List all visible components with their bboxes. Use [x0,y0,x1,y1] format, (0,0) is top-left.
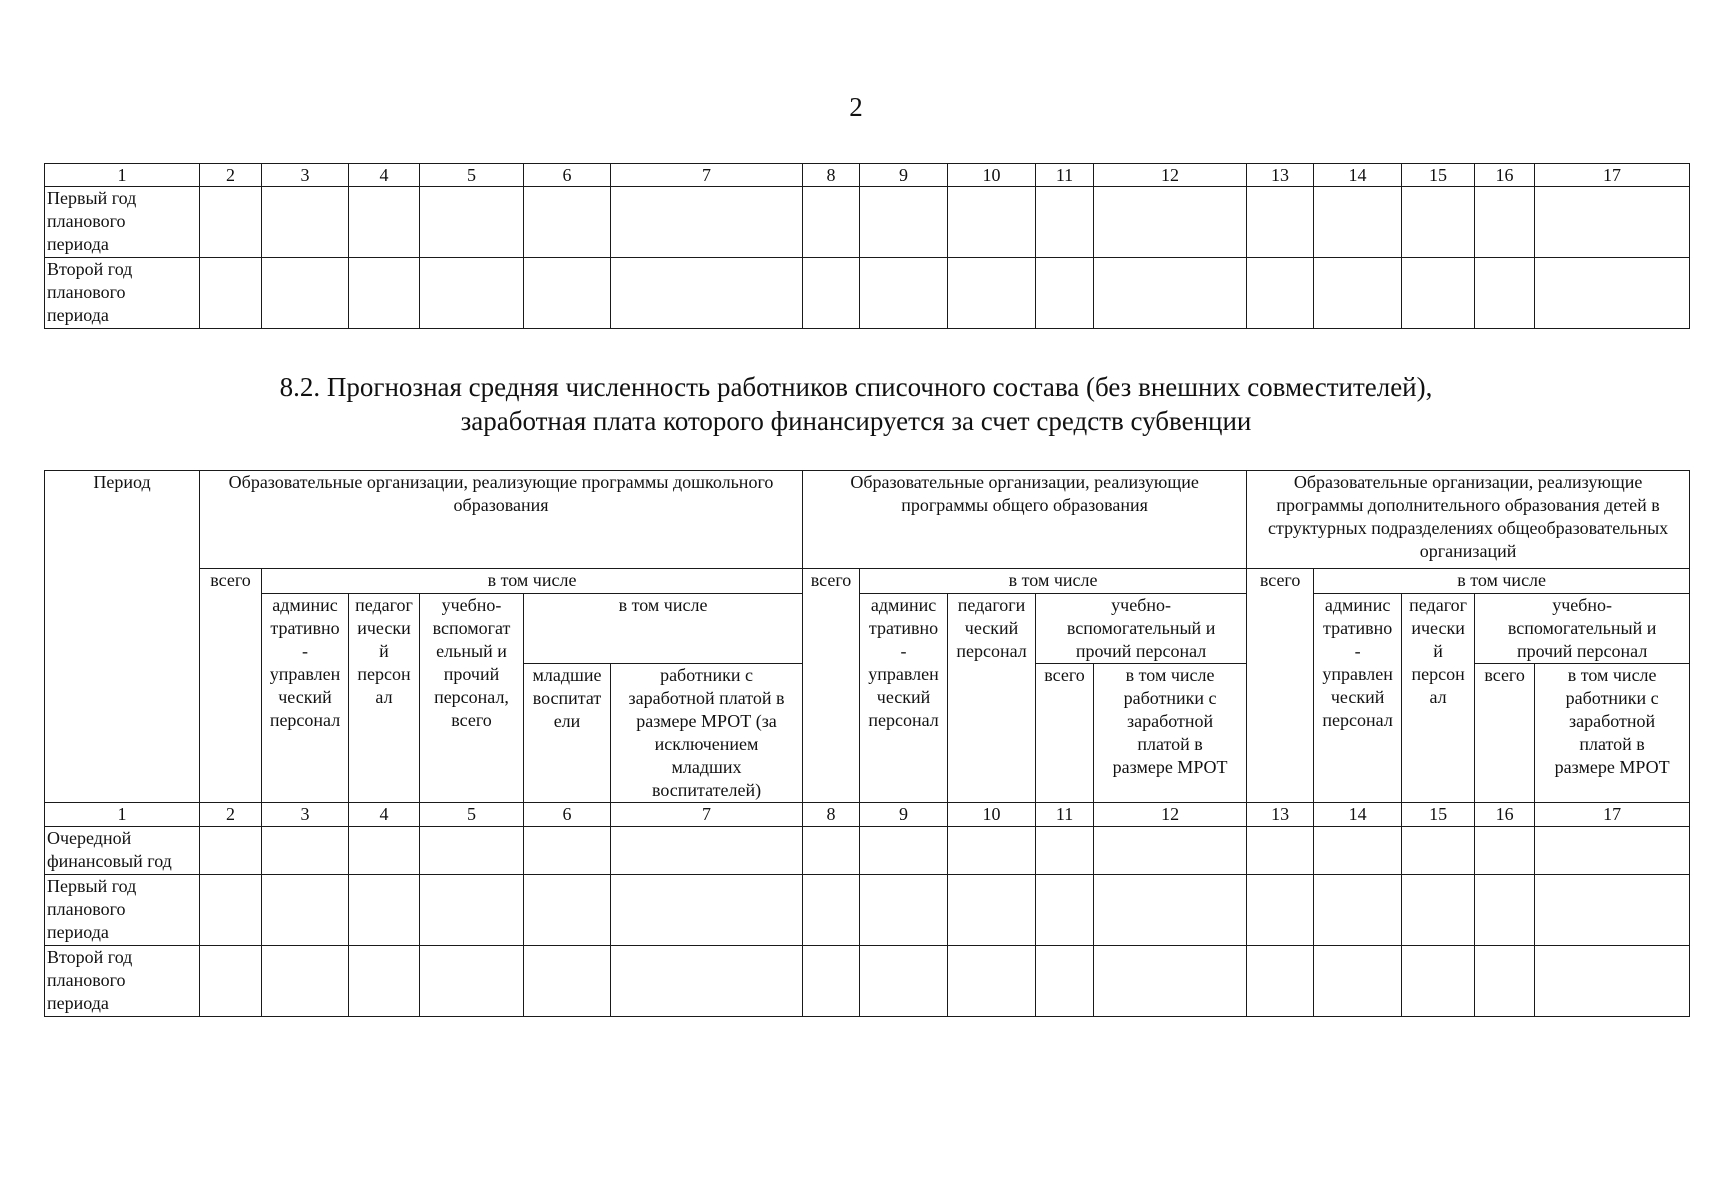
section-title-line-2: заработная плата которого финансируется за счет средств субвенции [460,406,1252,436]
data-cell[interactable] [1036,187,1094,258]
data-cell[interactable] [803,946,860,1017]
row-label: Второй год планового периода [45,946,200,1017]
column-number: 8 [803,803,860,827]
preschool-ped-header: педагог ически й персон ал [349,594,420,803]
general-support-total-header: всего [1036,664,1094,803]
data-cell[interactable] [1036,946,1094,1017]
data-cell[interactable] [1475,946,1535,1017]
staff-forecast-table [44,470,1690,1017]
data-cell[interactable] [1475,187,1535,258]
column-number: 11 [1036,803,1094,827]
general-admin-header: админис тративно - управлен ческий персонал [860,594,948,803]
data-cell[interactable] [1402,187,1475,258]
data-cell[interactable] [860,187,948,258]
data-cell[interactable] [1036,258,1094,329]
column-number: 17 [1535,164,1690,187]
column-number-row [45,164,1690,187]
column-number: 6 [524,164,611,187]
column-number: 9 [860,164,948,187]
data-cell[interactable] [1094,827,1247,875]
data-cell[interactable] [524,187,611,258]
data-cell[interactable] [262,187,349,258]
row-label: Первый год планового периода [45,875,200,946]
additional-ped-header: педагог ически й персон ал [1402,594,1475,803]
section-title [0,370,1712,438]
data-cell[interactable] [1402,827,1475,875]
section-title-line-1: 8.2. Прогнозная средняя численность работников списочного состава (без внешних совместителей), [279,372,1433,402]
column-number: 16 [1475,803,1535,827]
column-number: 10 [948,164,1036,187]
column-number: 2 [200,803,262,827]
data-cell[interactable] [262,258,349,329]
table-row [45,875,1690,946]
data-cell[interactable] [1094,258,1247,329]
data-cell[interactable] [1314,258,1402,329]
data-cell[interactable] [262,827,349,875]
general-group-header: Образовательные организации, реализующие программы общего образования [803,471,1247,569]
data-cell[interactable] [1247,258,1314,329]
data-cell[interactable] [1314,875,1402,946]
data-cell[interactable] [803,875,860,946]
data-cell[interactable] [349,258,420,329]
period-header: Период [45,471,200,803]
data-cell[interactable] [803,187,860,258]
data-cell[interactable] [860,946,948,1017]
preschool-group-header: Образовательные организации, реализующие программы дошкольного образования [200,471,803,569]
data-cell[interactable] [524,946,611,1017]
continuation-table [44,163,1690,329]
page-number: 2 [849,92,863,122]
data-cell[interactable] [1402,946,1475,1017]
column-number: 4 [349,164,420,187]
column-number: 12 [1094,803,1247,827]
data-cell[interactable] [1535,827,1690,875]
data-cell[interactable] [1402,258,1475,329]
data-cell[interactable] [349,827,420,875]
data-cell[interactable] [1247,946,1314,1017]
column-number: 7 [611,164,803,187]
junior-educators-header: младшие воспитат ели [524,664,611,803]
data-cell[interactable] [948,827,1036,875]
table-row [45,827,1690,875]
column-number: 11 [1036,164,1094,187]
column-number: 7 [611,803,803,827]
table-row [45,946,1690,1017]
data-cell[interactable] [860,258,948,329]
data-cell[interactable] [200,258,262,329]
data-cell[interactable] [420,827,524,875]
data-cell[interactable] [611,258,803,329]
data-cell[interactable] [349,875,420,946]
data-cell[interactable] [1094,187,1247,258]
data-cell[interactable] [524,875,611,946]
data-cell[interactable] [420,187,524,258]
data-cell[interactable] [1314,827,1402,875]
data-cell[interactable] [948,258,1036,329]
data-cell[interactable] [1475,827,1535,875]
additional-support-total-header: всего [1475,664,1535,803]
data-cell[interactable] [1475,258,1535,329]
data-cell[interactable] [611,875,803,946]
column-number: 5 [420,803,524,827]
column-number: 16 [1475,164,1535,187]
data-cell[interactable] [611,827,803,875]
data-cell[interactable] [803,827,860,875]
data-cell[interactable] [948,875,1036,946]
preschool-total-header: всего [200,569,262,803]
data-cell[interactable] [524,258,611,329]
general-total-header: всего [803,569,860,803]
data-cell[interactable] [262,946,349,1017]
table-row [45,187,1690,258]
column-number: 5 [420,164,524,187]
column-number: 15 [1402,803,1475,827]
data-cell[interactable] [1036,827,1094,875]
data-cell[interactable] [524,827,611,875]
column-number-row [45,803,1690,827]
column-number: 15 [1402,164,1475,187]
general-ped-header: педагоги ческий персонал [948,594,1036,803]
column-number: 9 [860,803,948,827]
data-cell[interactable] [1535,258,1690,329]
data-cell[interactable] [1247,827,1314,875]
column-number: 10 [948,803,1036,827]
data-cell[interactable] [1247,875,1314,946]
data-cell[interactable] [1535,187,1690,258]
column-number: 3 [262,164,349,187]
row-label: Очередной финансовый год [45,827,200,875]
data-cell[interactable] [1402,875,1475,946]
column-number: 4 [349,803,420,827]
data-cell[interactable] [200,946,262,1017]
data-cell[interactable] [1535,875,1690,946]
additional-including-header: в том числе [1314,569,1690,594]
column-number: 13 [1247,803,1314,827]
data-cell[interactable] [1475,875,1535,946]
row-label: Второй год планового периода [45,258,200,329]
column-number: 12 [1094,164,1247,187]
data-cell[interactable] [803,258,860,329]
data-cell[interactable] [1535,946,1690,1017]
row-label: Первый год планового периода [45,187,200,258]
table-row [45,258,1690,329]
data-cell[interactable] [1094,946,1247,1017]
additional-support-header: учебно- вспомогательный и прочий персонал [1475,594,1690,664]
general-support-header: учебно- вспомогательный и прочий персонал [1036,594,1247,664]
data-cell[interactable] [1247,187,1314,258]
column-number: 13 [1247,164,1314,187]
data-cell[interactable] [948,946,1036,1017]
additional-admin-header: админис тративно - управлен ческий персонал [1314,594,1402,803]
general-including-header: в том числе [860,569,1247,594]
data-cell[interactable] [611,187,803,258]
column-number: 2 [200,164,262,187]
data-cell[interactable] [349,946,420,1017]
data-cell[interactable] [200,875,262,946]
preschool-support-header: учебно- вспомогат ельный и прочий персонал, всего [420,594,524,803]
column-number: 14 [1314,803,1402,827]
column-number: 3 [262,803,349,827]
additional-mrot-header: в том числе работники с заработной платой в размере МРОТ [1535,664,1690,803]
data-cell[interactable] [349,187,420,258]
data-cell[interactable] [1036,875,1094,946]
data-cell[interactable] [420,946,524,1017]
general-mrot-header: в том числе работники с заработной платой в размере МРОТ [1094,664,1247,803]
data-cell[interactable] [611,946,803,1017]
column-number: 6 [524,803,611,827]
data-cell[interactable] [1314,946,1402,1017]
data-cell[interactable] [200,827,262,875]
additional-total-header: всего [1247,569,1314,803]
data-cell[interactable] [420,258,524,329]
preschool-including-header: в том числе [262,569,803,594]
data-cell[interactable] [420,875,524,946]
mrot-excl-header: работники с заработной платой в размере МРОТ (за исключением младших воспитателей) [611,664,803,803]
column-number: 1 [45,164,200,187]
additional-group-header: Образовательные организации, реализующие программы дополнительного образования детей в структурных подразделениях общеобразовательных организаций [1247,471,1690,569]
column-number: 17 [1535,803,1690,827]
preschool-support-including-header: в том числе [524,594,803,664]
data-cell[interactable] [262,875,349,946]
data-cell[interactable] [200,187,262,258]
column-number: 14 [1314,164,1402,187]
column-number: 8 [803,164,860,187]
data-cell[interactable] [1094,875,1247,946]
column-number: 1 [45,803,200,827]
preschool-admin-header: админис тративно - управлен ческий персонал [262,594,349,803]
data-cell[interactable] [860,827,948,875]
data-cell[interactable] [860,875,948,946]
data-cell[interactable] [1314,187,1402,258]
data-cell[interactable] [948,187,1036,258]
